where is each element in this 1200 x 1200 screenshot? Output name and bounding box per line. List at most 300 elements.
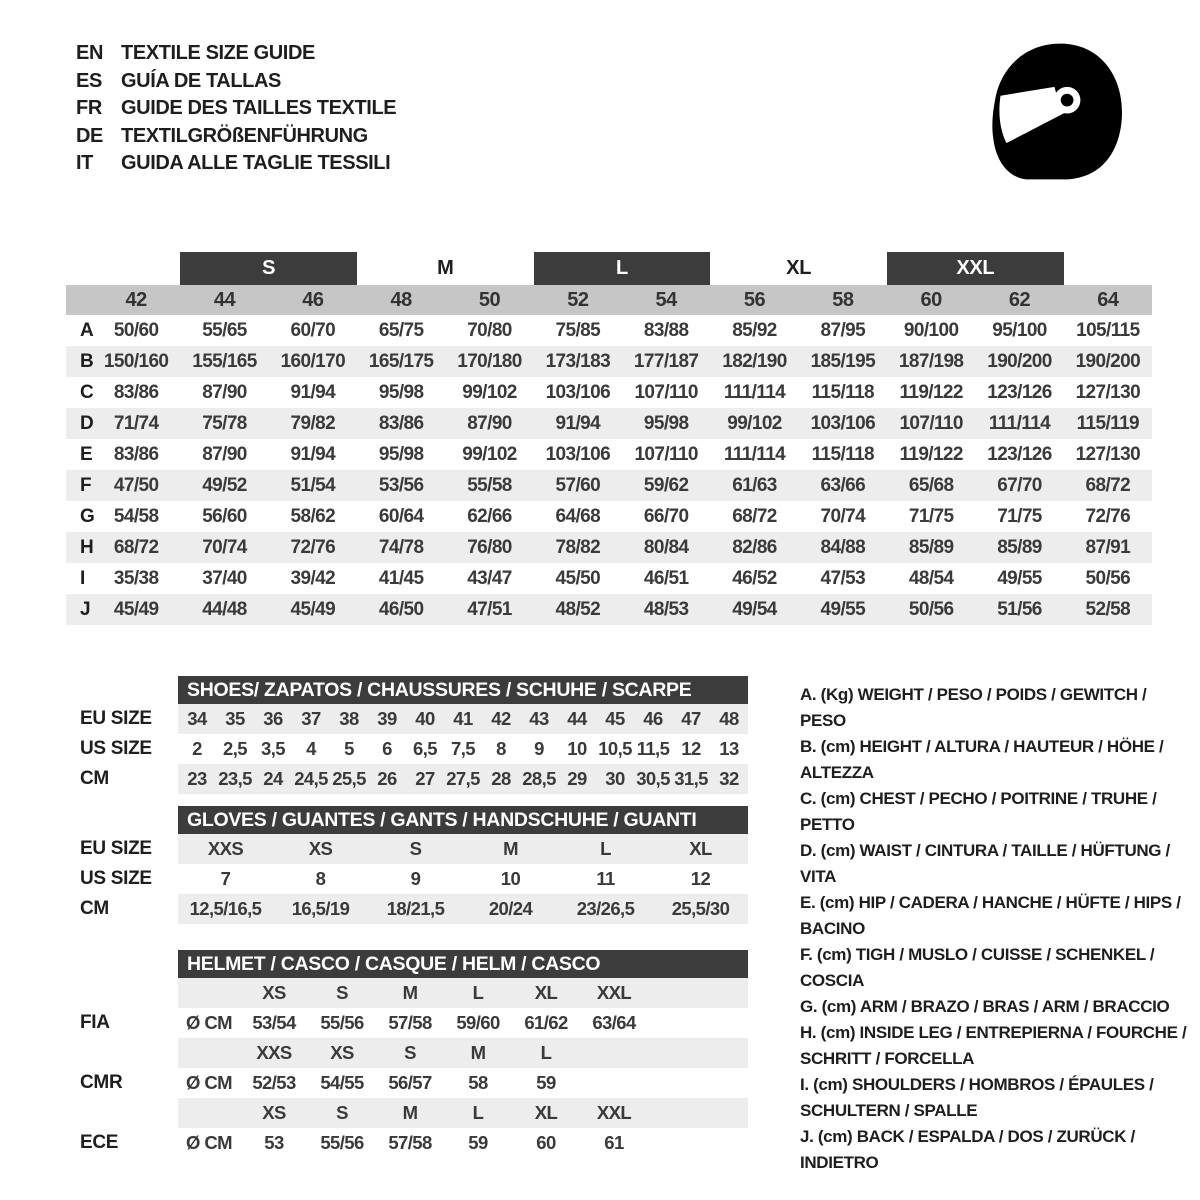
helmet-value-cell: 57/58	[388, 1132, 432, 1153]
legend-item: J. (cm) BACK / ESPALDA / DOS / ZURÜCK / INDIETRO	[800, 1127, 1135, 1172]
helmet-size-cell: S	[336, 1102, 348, 1123]
value-cell: 34	[187, 708, 207, 729]
value-cell: 3,5	[261, 738, 285, 759]
size-value-cell: 55/65	[202, 319, 247, 341]
size-value-cell: 65/68	[908, 474, 954, 496]
legend-item: D. (cm) WAIST / CINTURA / TAILLE / HÜFTUNG / VITA	[800, 841, 1170, 886]
language-title: GUÍA DE TALLAS	[121, 69, 281, 92]
size-value-cell: 87/95	[820, 319, 866, 341]
language-row	[76, 95, 396, 123]
shoes-table-title: SHOES/ ZAPATOS / CHAUSSURES / SCHUHE / SCARPE	[178, 676, 748, 704]
size-value-cell: 62/66	[467, 505, 512, 527]
value-cell: XS	[308, 838, 333, 859]
value-cell: 25,5	[332, 768, 366, 789]
value-cell: 36	[263, 708, 283, 729]
value-cell: 46	[643, 708, 663, 729]
size-value-cell: 39/42	[290, 567, 336, 589]
size-value-cell: 48/53	[643, 598, 689, 620]
value-cell: 32	[719, 768, 739, 789]
helmet-table-title: HELMET / CASCO / CASQUE / HELM / CASCO	[178, 950, 748, 978]
value-cell: 44	[567, 708, 587, 729]
size-value-cell: 103/106	[545, 443, 611, 465]
size-value-cell: 35/38	[113, 567, 159, 589]
helmet-table	[66, 950, 758, 1158]
size-value-cell: 68/72	[732, 505, 777, 527]
helmet-size-cell: XL	[534, 1102, 558, 1123]
size-value-cell: 71/74	[113, 412, 159, 434]
size-value-cell: 187/198	[898, 350, 964, 372]
size-value-cell: 48/54	[908, 567, 954, 589]
helmet-value-row	[66, 1008, 758, 1038]
row-letter: G	[80, 505, 95, 527]
size-value-cell: 115/118	[811, 381, 875, 403]
size-value-cell: 61/63	[732, 474, 777, 496]
size-value-cell: 107/110	[634, 381, 698, 403]
measurement-legend	[800, 682, 1194, 1176]
helmet-value-cell: 58	[468, 1072, 488, 1093]
value-cell: 27	[415, 768, 435, 789]
row-letter: H	[80, 536, 94, 558]
size-value-cell: 51/56	[997, 598, 1042, 620]
size-value-cell: 45/49	[290, 598, 336, 620]
row-label-eu-size: EU SIZE	[80, 708, 152, 729]
size-value-cell: 83/86	[378, 412, 424, 434]
size-value-cell: 71/75	[997, 505, 1042, 527]
value-cell: 23,5	[218, 768, 252, 789]
numeric-size-cell: 54	[655, 288, 677, 311]
value-cell: 37	[301, 708, 321, 729]
size-value-cell: 160/170	[280, 350, 346, 372]
row-cells	[178, 764, 748, 794]
size-value-cell: 173/183	[545, 350, 611, 372]
numeric-size-cell: 64	[1097, 288, 1119, 311]
size-value-cell: 47/51	[467, 598, 512, 620]
value-cell: 43	[529, 708, 549, 729]
helmet-size-cell: M	[402, 982, 418, 1003]
size-value-cell: 95/98	[378, 443, 424, 465]
size-value-cell: 95/98	[378, 381, 424, 403]
size-value-cell: 185/195	[810, 350, 876, 372]
value-cell: 26	[377, 768, 397, 789]
size-value-cell: 99/102	[462, 381, 517, 403]
value-cell: 28	[491, 768, 511, 789]
helmet-value-cell: 54/55	[320, 1072, 364, 1093]
numeric-size-cell: 50	[478, 288, 501, 311]
legend-item: B. (cm) HEIGHT / ALTURA / HAUTEUR / HÖHE / ALTEZZA	[800, 737, 1164, 782]
helmet-value-cell: 53/54	[252, 1012, 296, 1033]
size-value-cell: 85/92	[732, 319, 777, 341]
helmet-size-cell: XS	[262, 1102, 286, 1123]
value-cell: 23/26,5	[576, 898, 635, 919]
numeric-size-cell: 42	[125, 288, 147, 311]
size-letter-l: L	[534, 252, 711, 285]
helmet-value-cell: 63/64	[592, 1012, 636, 1033]
row-label-us-size: US SIZE	[80, 868, 152, 889]
size-table-row	[66, 346, 1152, 377]
numeric-size-cell: 46	[302, 288, 324, 311]
size-value-cell: 87/90	[202, 443, 247, 465]
value-cell: 30,5	[636, 768, 670, 789]
helmet-value-cell: 59/60	[456, 1012, 500, 1033]
size-value-cell: 103/106	[810, 412, 876, 434]
size-value-cell: 170/180	[457, 350, 522, 372]
helmet-size-cell: L	[472, 1102, 484, 1123]
helmet-size-header-row	[66, 1098, 758, 1128]
size-value-cell: 57/60	[555, 474, 601, 496]
size-value-cell: 107/110	[634, 443, 698, 465]
size-value-cell: 37/40	[202, 567, 247, 589]
helmet-size-cell: XS	[330, 1042, 354, 1063]
language-title: TEXTILE SIZE GUIDE	[121, 42, 315, 64]
helmet-value-cell: 52/53	[252, 1072, 296, 1093]
size-letter-s: S	[180, 252, 357, 285]
value-cell: 18/21,5	[386, 898, 445, 919]
size-letter-m: M	[437, 257, 454, 279]
size-value-cell: 119/122	[899, 443, 963, 465]
size-letter-xl: XL	[786, 257, 812, 279]
size-value-cell: 46/51	[643, 567, 689, 589]
row-letter: D	[80, 412, 94, 434]
size-value-cell: 190/200	[987, 350, 1052, 372]
table-row	[66, 704, 758, 734]
size-value-cell: 87/90	[202, 381, 247, 403]
numeric-size-cell: 52	[567, 288, 589, 311]
size-value-cell: 68/72	[113, 536, 159, 558]
row-label-empty	[66, 1038, 178, 1068]
helmet-size-cell: M	[402, 1102, 418, 1123]
size-value-cell: 43/47	[467, 567, 512, 589]
size-value-cell: 60/64	[378, 505, 424, 527]
value-cell: 25,5/30	[671, 898, 730, 919]
value-cell: 27,5	[446, 768, 480, 789]
row-letter: B	[80, 350, 94, 372]
legend-item: F. (cm) TIGH / MUSLO / CUISSE / SCHENKEL / COSCIA	[800, 945, 1155, 990]
value-cell: M	[503, 838, 518, 859]
legend-item: G. (cm) ARM / BRAZO / BRAS / ARM / BRACCIO	[800, 997, 1170, 1016]
value-cell: 8	[496, 738, 506, 759]
legend-item: H. (cm) INSIDE LEG / ENTREPIERNA / FOURCHE / SCHRITT / FORCELLA	[800, 1023, 1187, 1068]
size-value-cell: 150/160	[103, 350, 169, 372]
language-list	[76, 40, 396, 178]
value-cell: 35	[225, 708, 245, 729]
size-value-cell: 65/75	[378, 319, 424, 341]
size-table-row	[66, 563, 1152, 594]
size-value-cell: 67/70	[997, 474, 1042, 496]
value-cell: 9	[410, 868, 421, 889]
size-value-cell: 91/94	[555, 412, 601, 434]
size-value-cell: 87/90	[467, 412, 512, 434]
helmet-size-cell: S	[336, 982, 348, 1003]
helmet-value-row	[66, 1068, 758, 1098]
size-value-cell: 70/80	[467, 319, 512, 341]
table-row	[66, 864, 758, 894]
helmet-size-cell: L	[540, 1042, 552, 1063]
size-value-cell: 76/80	[467, 536, 512, 558]
value-cell: 11,5	[636, 738, 670, 759]
size-value-cell: 49/55	[820, 598, 866, 620]
size-value-cell: 155/165	[192, 350, 257, 372]
value-cell: 30	[605, 768, 625, 789]
size-letter-xxl: XXL	[887, 252, 1064, 285]
textile-size-table	[66, 252, 1152, 625]
helmet-table-body	[66, 978, 758, 1158]
size-value-cell: 63/66	[820, 474, 866, 496]
value-cell: 20/24	[488, 898, 533, 919]
language-title: GUIDA ALLE TAGLIE TESSILI	[121, 152, 391, 174]
size-value-cell: 111/114	[723, 443, 786, 465]
size-value-cell: 111/114	[723, 381, 786, 403]
row-cells	[178, 894, 748, 924]
row-label-empty	[66, 978, 178, 1008]
value-cell: 47	[681, 708, 701, 729]
helmet-value-cell: 61	[604, 1132, 624, 1153]
gloves-table-title: GLOVES / GUANTES / GANTS / HANDSCHUHE / GUANTI	[178, 806, 748, 834]
size-value-cell: 51/54	[290, 474, 336, 496]
size-value-cell: 64/68	[555, 505, 601, 527]
accessory-tables	[66, 676, 758, 1158]
row-label-cmr: CMR	[80, 1072, 123, 1093]
value-cell: 10	[500, 868, 521, 889]
value-cell: 8	[315, 868, 326, 889]
size-table-row	[66, 532, 1152, 563]
size-value-cell: 59/62	[643, 474, 689, 496]
value-cell: 28,5	[522, 768, 556, 789]
value-cell: 13	[719, 738, 739, 759]
numeric-size-cell: 60	[920, 288, 942, 311]
size-value-cell: 99/102	[727, 412, 782, 434]
shoes-table-body	[66, 704, 758, 794]
value-cell: 4	[306, 738, 316, 759]
size-value-cell: 41/45	[378, 567, 424, 589]
helmet-value-cell: 55/56	[320, 1132, 364, 1153]
legend-item: A. (Kg) WEIGHT / PESO / POIDS / GEWITCH / PESO	[800, 685, 1147, 730]
size-value-cell: 127/130	[1075, 381, 1141, 403]
size-value-cell: 75/85	[555, 319, 601, 341]
value-cell: 7	[220, 868, 231, 889]
helmet-size-cells	[178, 1098, 748, 1128]
size-table-row	[66, 439, 1152, 470]
size-value-cell: 50/60	[113, 319, 159, 341]
numeric-size-cell: 58	[832, 288, 854, 311]
size-value-cell: 72/76	[1085, 505, 1131, 527]
size-value-cell: 78/82	[555, 536, 601, 558]
value-cell: 24	[263, 768, 283, 789]
helmet-size-cell: XL	[534, 982, 558, 1003]
size-value-cell: 105/115	[1076, 319, 1140, 341]
unit-cell: Ø CM	[186, 1132, 232, 1153]
size-value-cell: 123/126	[987, 381, 1052, 403]
helmet-size-cells	[178, 1038, 748, 1068]
size-value-cell: 182/190	[722, 350, 787, 372]
size-value-cell: 103/106	[545, 381, 611, 403]
helmet-value-cell: 57/58	[388, 1012, 432, 1033]
size-value-cell: 115/118	[811, 443, 875, 465]
size-value-cell: 66/70	[643, 505, 689, 527]
size-value-cell: 49/52	[202, 474, 247, 496]
value-cell: 12	[690, 868, 711, 889]
size-value-cell: 83/86	[113, 381, 159, 403]
value-cell: 16,5/19	[291, 898, 350, 919]
value-cell: 2	[192, 738, 202, 759]
size-value-cell: 50/56	[908, 598, 954, 620]
helmet-value-cell: 56/57	[388, 1072, 432, 1093]
helmet-value-cell: 55/56	[320, 1012, 364, 1033]
row-label-eu-size: EU SIZE	[80, 838, 152, 859]
gloves-table	[66, 806, 758, 924]
size-table-row	[66, 377, 1152, 408]
row-letter: E	[80, 443, 93, 465]
table-row	[66, 894, 758, 924]
value-cell: 42	[491, 708, 511, 729]
language-code: EN	[76, 42, 103, 64]
size-value-cell: 58/62	[290, 505, 336, 527]
size-value-cell: 190/200	[1075, 350, 1141, 372]
row-cells	[178, 834, 748, 864]
row-label-fia: FIA	[80, 1012, 110, 1033]
size-value-cell: 115/119	[1076, 412, 1140, 434]
language-row	[76, 150, 396, 178]
row-label-us-size: US SIZE	[80, 738, 152, 759]
size-table-row	[66, 408, 1152, 439]
row-label-ece: ECE	[80, 1132, 119, 1153]
size-value-cell: 87/91	[1085, 536, 1131, 558]
legend-item: I. (cm) SHOULDERS / HOMBROS / ÉPAULES / SCHULTERN / SPALLE	[800, 1075, 1154, 1120]
size-value-cell: 47/53	[820, 567, 866, 589]
size-value-cell: 50/56	[1085, 567, 1131, 589]
size-table-row	[66, 470, 1152, 501]
value-cell: 31,5	[674, 768, 708, 789]
helmet-size-cell: M	[470, 1042, 486, 1063]
value-cell: 24,5	[294, 768, 328, 789]
row-letter: I	[80, 567, 86, 589]
value-cell: 41	[453, 708, 473, 729]
language-row	[76, 123, 396, 151]
helmet-value-cell: 60	[536, 1132, 556, 1153]
legend-item: E. (cm) HIP / CADERA / HANCHE / HÜFTE / HIPS / BACINO	[800, 893, 1181, 938]
value-cell: 5	[344, 738, 354, 759]
size-value-cell: 70/74	[202, 536, 247, 558]
size-value-cell: 107/110	[899, 412, 963, 434]
helmet-value-cell: 53	[264, 1132, 284, 1153]
helmet-size-cell: L	[472, 982, 484, 1003]
value-cell: 7,5	[451, 738, 475, 759]
helmet-size-cell: XXS	[256, 1042, 292, 1063]
row-label-empty	[66, 1098, 178, 1128]
value-cell: 10	[567, 738, 587, 759]
value-cell: L	[600, 838, 611, 859]
size-value-cell: 177/187	[633, 350, 699, 372]
language-row	[76, 68, 396, 96]
size-table-row	[66, 594, 1152, 625]
size-letter-header-row	[66, 252, 1152, 285]
size-value-cell: 165/175	[368, 350, 434, 372]
size-value-cell: 95/100	[992, 319, 1047, 341]
numeric-size-cell: 48	[390, 288, 412, 311]
size-value-cell: 90/100	[903, 319, 959, 341]
size-value-cell: 68/72	[1085, 474, 1131, 496]
size-value-cell: 127/130	[1075, 443, 1141, 465]
unit-cell: Ø CM	[186, 1072, 232, 1093]
value-cell: 29	[567, 768, 587, 789]
size-value-cell: 119/122	[899, 381, 963, 403]
value-cell: 23	[187, 768, 207, 789]
value-cell: 12,5/16,5	[189, 898, 262, 919]
size-value-cell: 72/76	[290, 536, 336, 558]
shoes-table	[66, 676, 758, 794]
size-value-cell: 123/126	[987, 443, 1052, 465]
value-cell: 39	[377, 708, 397, 729]
size-value-cell: 46/50	[378, 598, 424, 620]
language-title: GUIDE DES TAILLES TEXTILE	[121, 97, 397, 119]
gloves-table-body	[66, 834, 758, 924]
size-value-cell: 82/86	[732, 536, 777, 558]
size-value-cell: 52/58	[1085, 598, 1131, 620]
helmet-value-cell: 59	[536, 1072, 556, 1093]
size-value-cell: 79/82	[290, 412, 336, 434]
size-value-cell: 91/94	[290, 443, 336, 465]
row-cells	[178, 704, 748, 734]
size-value-cell: 71/75	[908, 505, 954, 527]
helmet-value-cell: 61/62	[524, 1012, 568, 1033]
value-cell: XXS	[207, 838, 244, 859]
size-value-cell: 46/52	[732, 567, 777, 589]
size-value-cell: 60/70	[290, 319, 336, 341]
row-label-cm: CM	[80, 898, 109, 919]
size-value-cell: 44/48	[202, 598, 247, 620]
helmet-size-cell: S	[404, 1042, 416, 1063]
size-value-cell: 85/89	[908, 536, 954, 558]
value-cell: XL	[689, 838, 712, 859]
row-letter: F	[80, 474, 92, 496]
size-value-cell: 49/54	[732, 598, 777, 620]
value-cell: 38	[339, 708, 359, 729]
size-value-cell: 75/78	[202, 412, 247, 434]
size-value-cell: 80/84	[643, 536, 689, 558]
value-cell: 9	[534, 738, 544, 759]
size-value-cell: 54/58	[113, 505, 159, 527]
numeric-size-cell: 62	[1008, 288, 1031, 311]
helmet-value-cells	[178, 1068, 748, 1098]
language-code: IT	[76, 152, 93, 174]
size-table-row	[66, 501, 1152, 532]
helmet-size-header-row	[66, 1038, 758, 1068]
size-value-cell: 56/60	[202, 505, 247, 527]
unit-cell: Ø CM	[186, 1012, 232, 1033]
size-value-cell: 84/88	[820, 536, 866, 558]
numeric-size-cell: 44	[213, 288, 236, 311]
value-cell: 2,5	[223, 738, 247, 759]
helmet-size-header-row	[66, 978, 758, 1008]
row-cells	[178, 734, 748, 764]
table-row	[66, 764, 758, 794]
size-value-cell: 83/88	[643, 319, 689, 341]
helmet-value-cells	[178, 1008, 748, 1038]
size-value-cell: 111/114	[988, 412, 1051, 434]
size-value-cell: 55/58	[467, 474, 512, 496]
size-value-cell: 48/52	[555, 598, 601, 620]
size-value-cell: 49/55	[997, 567, 1042, 589]
language-title: TEXTILGRÖßENFÜHRUNG	[121, 124, 368, 147]
value-cell: 6,5	[413, 738, 437, 759]
value-cell: 40	[415, 708, 435, 729]
helmet-size-cells	[178, 978, 748, 1008]
value-cell: 10,5	[598, 738, 632, 759]
numeric-size-row	[66, 285, 1152, 315]
legend-item: C. (cm) CHEST / PECHO / POITRINE / TRUHE / PETTO	[800, 789, 1157, 834]
helmet-size-cell: XXL	[596, 982, 632, 1003]
helmet-value-row	[66, 1128, 758, 1158]
size-value-cell: 95/98	[643, 412, 689, 434]
